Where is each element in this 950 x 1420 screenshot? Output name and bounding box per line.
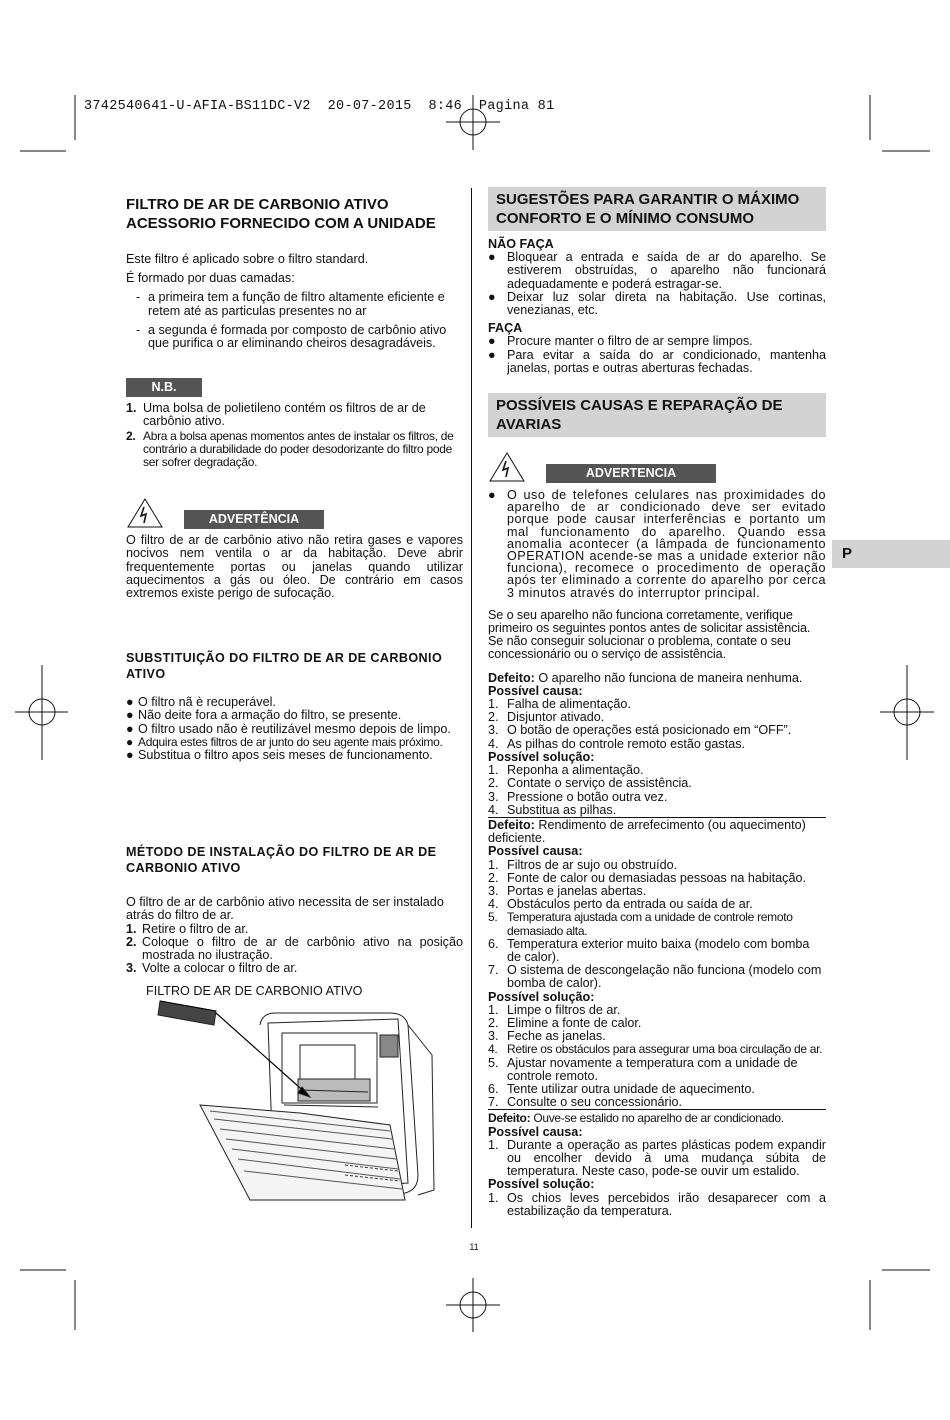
defect-line: Defeito: Ouve-se estalido no aparelho de ar condicionado. — [488, 1111, 784, 1126]
list-item: ● O filtro usado não è reutilizável mesmo depois de limpo. — [126, 721, 451, 736]
warning-row — [126, 497, 463, 529]
print-header: 3742540641-U-AFIA-BS11DC-V2 20-07-2015 8:46 Pagina 81 — [84, 99, 555, 114]
intro-1: Este filtro é aplicado sobre o filtro standard. — [126, 252, 369, 266]
list-item: 4. Obstáculos perto da entrada ou saída de ar. — [488, 897, 753, 912]
list-item: 4. Substitua as pilhas. — [488, 802, 617, 817]
warning-text: O filtro de ar de carbônio ativo não retira gases e vapores nocivos nem ventila o ar da habitação. Deve abrir frequentemente portas ou janelas quando utilizar aquecimentos a gás ou óleo. De contrário em casos extremos existe perigo de sufocação. — [126, 533, 463, 601]
list-item: 2. Abra a bolsa apenas momentos antes de instalar os filtros, de contrário a durabilidade do poder desodorizante do filtro pode ser sofrer degradação. — [126, 428, 454, 470]
list-item: 5. Temperatura ajustada com a unidade de controle remoto demasiado alta. — [488, 910, 793, 938]
list-item: - a primeira tem a função de filtro altamente eficiente e retem até as particulas presentes no ar — [136, 290, 445, 318]
list-item: 3. O botão de operações está posicionado em “OFF”. — [488, 723, 792, 738]
right-column — [488, 187, 826, 1218]
replacement-title: SUBSTITUIÇÃO DO FILTRO DE AR DE CARBONIO ATIVO — [126, 651, 443, 682]
left-column — [126, 195, 463, 999]
intro-2: É formado por duas camadas: — [126, 271, 295, 286]
defect-block: Defeito: Ouve-se estalido no aparelho de ar condicionado. Possível causa: 1. Durante a operação as partes plásticas podem expandir ou encolher devido à uma mudança súbita de temperatura. Neste caso, pode-se ouvir um estalido. Possível solução: 1. Os chios leves percebidos irão desaparecer com a estabilização da temperatura. — [488, 1111, 826, 1218]
list-item: 1. Durante a operação as partes plásticas podem expandir ou encolher devido à uma mudança súbita de temperatura. Neste caso, pode-se ouvir um estalido. — [488, 1137, 826, 1179]
list-item: 1. Os chios leves percebidos irão desaparecer com a estabilização da temperatura. — [488, 1190, 826, 1218]
list-item: 4. As pilhas do controle remoto estão gastas. — [488, 736, 746, 751]
list-item: 7. O sistema de descongelação não funciona (modelo com bomba de calor). — [488, 963, 822, 991]
list-item: 1. Reponha a alimentação. — [488, 763, 644, 778]
defect-block: Defeito: O aparelho não funciona de maneira nenhuma. Possível causa: 1. Falha de alimentação. 2. Disjuntor ativado. 3. O botão de operações está posicionado em “OFF”. 4. As pilhas do controle remoto estão gastas. Possível solução: 1. Reponha a alimentação. 2. Contate o serviço de assistência. 3. Pressione o botão outra vez. 4. Substitua as pilhas. — [488, 672, 826, 817]
installation-intro: O filtro de ar de carbônio ativo necessita de ser instalado atrás do filtro de ar. — [126, 895, 444, 923]
list-item: ● O filtro nã è recuperável. — [126, 695, 276, 710]
list-item: ● Substitua o filtro apos seis meses de funcionamento. — [126, 748, 433, 763]
list-item: 2. Contate o serviço de assistência. — [488, 776, 692, 791]
tips-title: SUGESTÕES PARA GARANTIR O MÁXIMO CONFORTO E O MÍNIMO CONSUMO — [488, 187, 826, 231]
troubleshooting-intro: Se o seu aparelho não funciona corretamente, verifique primeiro os seguintes pontos antes de solicitar assistência. Se não conseguir solucionar o problema, contate o seu concessionário ou o serviço de assistência. — [488, 607, 811, 662]
list-item: 2. Coloque o filtro de ar de carbônio ativo na posição mostrada no ilustração. — [126, 934, 463, 963]
warning-row — [488, 451, 826, 483]
page-number: 11 — [469, 1242, 479, 1252]
layers-list — [126, 291, 463, 350]
defect-block: Defeito: Rendimento de arrefecimento (ou aquecimento) deficiente. Possível causa: 1. Filtros de ar sujo ou obstruído. 2. Fonte de calor ou demasiadas pessoas na habitação. 3. Portas e janelas abertas. 4. Obstáculos perto da entrada ou saída de ar. 5. Temperatura ajustada com a unidade de controle remoto demasiado alta. 6. Temperatura exterior muito baixa (modelo com bomba de calor). 7. O sistema de descongelação não funciona (modelo com bomba de calor). Possível solução: 1. Limpe o filtros de ar. 2. Elimine a fonte de calor. 3. Feche as janelas. 4. Retire os obstáculos para assegurar uma boa circulação de ar. 5. Ajustar novamente a temperatura com a unidade de controle remoto. 6. Tente utilizar outra unidade de aquecimento. 7. Consulte o seu concessionário. — [488, 817, 826, 1109]
defect-line: Defeito: Rendimento de arrefecimento (ou aquecimento) deficiente. — [488, 817, 806, 846]
figure-caption: FILTRO DE AR DE CARBONIO ATIVO — [146, 984, 363, 999]
list-item: 1. Filtros de ar sujo ou obstruído. — [488, 857, 678, 872]
list-item: 3. Pressione o botão outra vez. — [488, 789, 668, 804]
defect-line: Defeito: O aparelho não funciona de maneira nenhuma. — [488, 670, 803, 685]
nb-label: N.B. — [126, 378, 202, 397]
list-item: 7. Consulte o seu concessionário. — [488, 1095, 683, 1110]
list-item: 1. Falha de alimentação. — [488, 697, 631, 712]
list-item: ● Deixar luz solar direta na habitação. Use cortinas, venezianas, etc. — [488, 289, 826, 318]
replacement-list — [126, 696, 463, 762]
filter-title: FILTRO DE AR DE CARBONIO ATIVO ACESSORIO FORNECIDO COM A UNIDADE — [126, 196, 436, 232]
language-tab: P — [832, 540, 950, 568]
list-item: ● Procure manter o filtro de ar sempre limpos. — [488, 334, 753, 349]
column-divider — [471, 188, 472, 1228]
list-item: 1. Limpe o filtros de ar. — [488, 1002, 621, 1017]
list-item: 3. Portas e janelas abertas. — [488, 883, 647, 898]
list-item: 4. Retire os obstáculos para assegurar uma boa circulação de ar. — [488, 1042, 823, 1057]
list-item: 5. Ajustar novamente a temperatura com a unidade de controle remoto. — [488, 1055, 798, 1083]
warning-bolt-icon — [126, 497, 164, 529]
causes-title: POSSÍVEIS CAUSAS E REPARAÇÃO DE AVARIAS — [488, 393, 826, 437]
list-item: 3. Volte a colocar o filtro de ar. — [126, 961, 298, 976]
list-item: ● Adquira estes filtros de ar junto do seu agente mais próximo. — [126, 734, 443, 749]
dont-label: NÃO FAÇA — [488, 237, 554, 251]
installation-title: MÉTODO DE INSTALAÇÃO DO FILTRO DE AR DE CARBONIO ATIVO — [126, 845, 437, 876]
list-item: ● Não deite fora a armação do filtro, se presente. — [126, 708, 402, 723]
list-item: ● Bloquear a entrada e saída de ar do aparelho. Se estiverem obstruídas, o aparelho não funcionará adequadamente e poderá estragar-se. — [488, 250, 826, 291]
list-item: ● Para evitar a saída do ar condicionado, mantenha janelas, portas e outras aberturas fechadas. — [488, 347, 826, 375]
list-item: ● O uso de telefones celulares nas proximidades do aparelho de ar condicionado deve ser evitado porque pode causar interferências e portanto um mal funcionamento do aparelho. Quando essa anomalia acontecer (a lâmpada de funcionamento OPERATION acende-se mas a unidade exterior não funciona), recomece o procedimento de operação após ter eliminado a corrente do aparelho por cerca 3 minutos através do interruptor principal. — [488, 488, 826, 600]
warning-label: ADVERTÊNCIA — [184, 510, 324, 529]
list-item: 2. Disjuntor ativado. — [488, 710, 605, 725]
installation-steps — [126, 923, 463, 976]
list-item: - a segunda é formada por composto de carbônio ativo que purifica o ar eliminando cheiros desagradáveis. — [136, 322, 447, 351]
nb-list — [126, 402, 463, 469]
list-item: 2. Fonte de calor ou demasiadas pessoas na habitação. — [488, 870, 806, 885]
warning-bolt-icon — [488, 451, 526, 483]
list-item: 1. Retire o filtro de ar. — [126, 921, 249, 936]
ac-unit-illustration — [150, 995, 450, 1210]
list-item: 3. Feche as janelas. — [488, 1029, 606, 1044]
list-item: 6. Temperatura exterior muito baixa (modelo com bomba de calor). — [488, 936, 810, 964]
do-label: FAÇA — [488, 321, 523, 336]
list-item: 2. Elimine a fonte de calor. — [488, 1015, 642, 1030]
warning-label: ADVERTENCIA — [546, 464, 716, 483]
carbon-filter-illustration — [158, 1001, 216, 1025]
list-item: 1. Uma bolsa de polietileno contém os filtros de ar de carbônio ativo. — [126, 401, 426, 429]
list-item: 6. Tente utilizar outra unidade de aquecimento. — [488, 1081, 755, 1096]
